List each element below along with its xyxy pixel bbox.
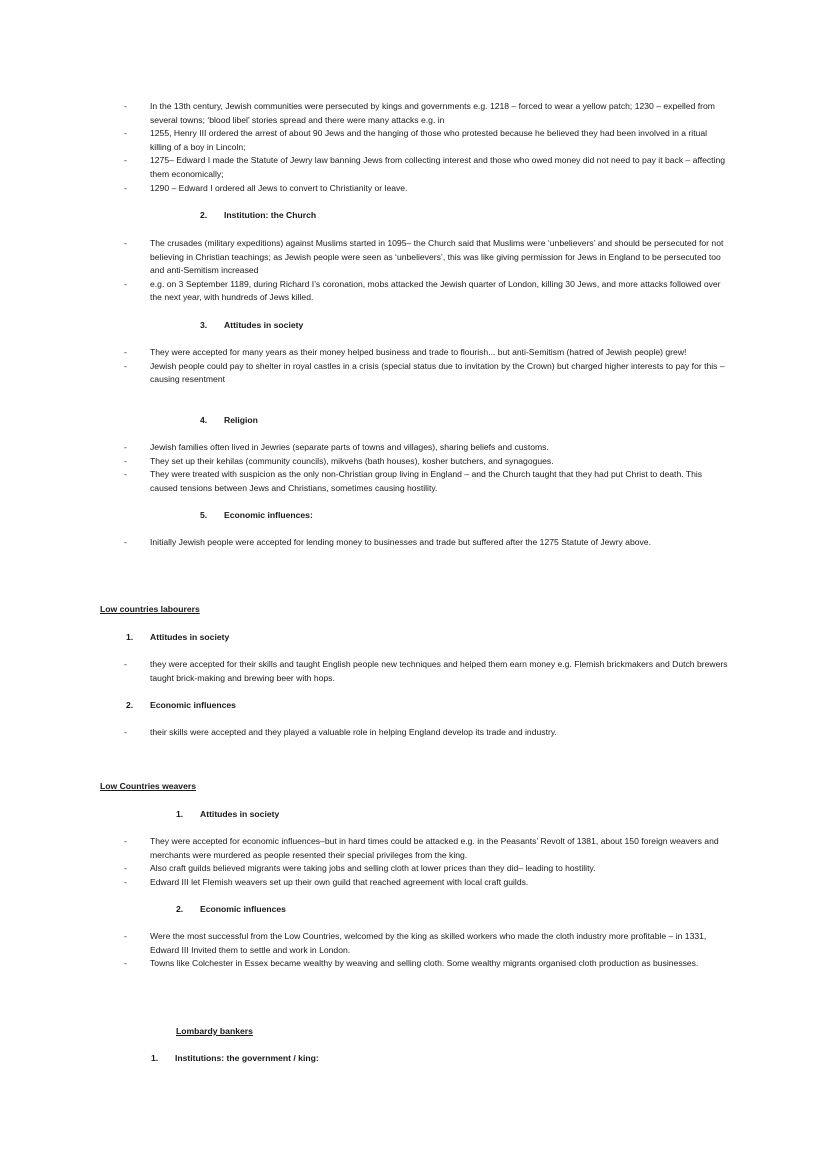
- heading-labourers-economic: [126, 699, 236, 713]
- heading-lombardy-institutions: [151, 1052, 319, 1066]
- list-item: - Towns like Colchester in Essex became wealthy by weaving and selling cloth. Some wealthy migrants organised cloth production as businesses.: [0, 957, 828, 971]
- weavers-economic-list: [0, 930, 828, 971]
- list-item: - 1290 – Edward I ordered all Jews to convert to Christianity or leave.: [0, 182, 828, 196]
- heading-number: 2.: [126, 700, 134, 710]
- list-item: - e.g. on 3 September 1189, during Richard I’s coronation, mobs attacked the Jewish quarter of London, killing 30 Jews, and more attacks followed over the next year, with hundreds of Jews killed.: [0, 278, 828, 305]
- heading-text: Economic influences: [150, 700, 236, 710]
- heading-text: Religion: [224, 415, 258, 425]
- heading-weavers-attitudes: [176, 808, 279, 822]
- list-item: - In the 13th century, Jewish communities were persecuted by kings and governments e.g. 1218 – forced to wear a yellow patch; 1230 – expelled from several towns; ‘blood libel’ stories spread and there were many attacks e.g. in: [0, 100, 828, 127]
- list-item: - their skills were accepted and they played a valuable role in helping England develop its trade and industry.: [0, 726, 828, 740]
- list-item: - Edward III let Flemish weavers set up their own guild that reached agreement with local craft guilds.: [0, 876, 828, 890]
- list-item: - The crusades (military expeditions) against Muslims started in 1095– the Church said that Muslims were ‘unbelievers’ and should be persecuted for not believing in Christian teachings; as Jewish people were seen as ‘unbelievers’, this was like giving permission for Jews in England to be persecuted too and anti-Semitism increased: [0, 237, 828, 278]
- heading-number: 4.: [200, 415, 208, 425]
- labourers-economic-list: [0, 726, 828, 740]
- list-item: - They were treated with suspicion as the only non-Christian group living in England – and the Church taught that they had put Christ to death. This caused tensions between Jews and Christians, sometimes causing hostility.: [0, 468, 828, 495]
- list-item: - 1275– Edward I made the Statute of Jewry law banning Jews from collecting interest and those who owed money did not need to pay it back – affecting them economically;: [0, 154, 828, 181]
- heading-text: Attitudes in society: [200, 809, 280, 819]
- list-item: - Also craft guilds believed migrants were taking jobs and selling cloth at lower prices than they did– leading to hostility.: [0, 862, 828, 876]
- jews-intro-list: [0, 100, 828, 195]
- heading-institution-church: [200, 209, 316, 223]
- list-item: - Jewish people could pay to shelter in royal castles in a crisis (special status due to invitation by the Crown) but charged higher interests to pay for this –causing resentment: [0, 360, 828, 387]
- section-title-weavers: Low Countries weavers: [100, 781, 196, 791]
- jews-church-list: [0, 237, 828, 305]
- heading-number: 1.: [126, 632, 134, 642]
- heading-economic-influences: [200, 509, 313, 523]
- jews-economic-list: [0, 536, 828, 550]
- heading-attitudes-society: [200, 319, 303, 333]
- jews-attitudes-list: [0, 346, 828, 387]
- jews-religion-list: [0, 441, 828, 495]
- list-item: - they were accepted for their skills and taught English people new techniques and helped them earn money e.g. Flemish brickmakers and Dutch brewers taught brick-making and brewing beer with hops.: [0, 658, 828, 685]
- weavers-attitudes-list: [0, 835, 828, 889]
- section-title-lombardy: Lombardy bankers: [176, 1026, 253, 1036]
- heading-number: 3.: [200, 320, 208, 330]
- heading-text: Attitudes in society: [150, 632, 230, 642]
- section-title-labourers: Low countries labourers: [100, 604, 200, 614]
- list-item: - They were accepted for many years as their money helped business and trade to flourish... but anti-Semitism (hatred of Jewish people) grew!: [0, 346, 828, 360]
- heading-religion: [200, 414, 258, 428]
- labourers-attitudes-list: [0, 658, 828, 685]
- heading-number: 5.: [200, 510, 208, 520]
- heading-text: Economic influences: [200, 904, 286, 914]
- heading-text: Institution: the Church: [224, 210, 317, 220]
- list-item: - Initially Jewish people were accepted for lending money to businesses and trade but suffered after the 1275 Statute of Jewry above.: [0, 536, 828, 550]
- heading-text: Attitudes in society: [224, 320, 304, 330]
- heading-number: 2.: [200, 210, 208, 220]
- list-item: - Were the most successful from the Low Countries, welcomed by the king as skilled workers who made the cloth industry more profitable – in 1331, Edward III Invited them to settle and work in London.: [0, 930, 828, 957]
- heading-number: 1.: [151, 1053, 159, 1063]
- heading-weavers-economic: [176, 903, 286, 917]
- heading-number: 2.: [176, 904, 184, 914]
- heading-number: 1.: [176, 809, 184, 819]
- heading-text: Institutions: the government / king:: [175, 1053, 319, 1063]
- list-item: - They set up their kehilas (community councils), mikvehs (bath houses), kosher butchers, and synagogues.: [0, 455, 828, 469]
- list-item: - 1255, Henry III ordered the arrest of about 90 Jews and the hanging of those who protested because he believed they had been involved in a ritual killing of a boy in Lincoln;: [0, 127, 828, 154]
- list-item: - Jewish families often lived in Jewries (separate parts of towns and villages), sharing beliefs and customs.: [0, 441, 828, 455]
- heading-text: Economic influences:: [224, 510, 313, 520]
- heading-labourers-attitudes: [126, 631, 229, 645]
- list-item: - They were accepted for economic influences–but in hard times could be attacked e.g. in the Peasants’ Revolt of 1381, about 150 foreign weavers and merchants were murdered as people resented their special privileges from the king.: [0, 835, 828, 862]
